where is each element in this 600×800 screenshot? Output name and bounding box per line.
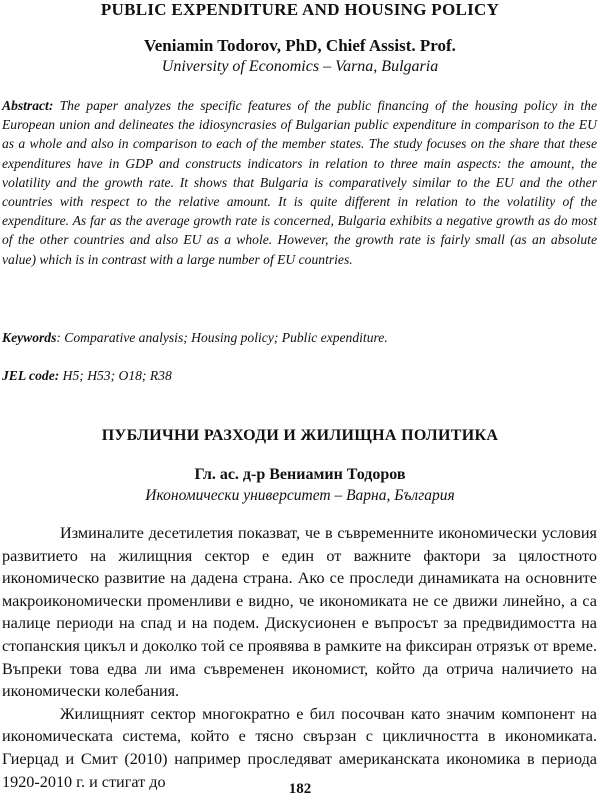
keywords-label: Keywords: [2, 330, 57, 345]
body-paragraph: Изминалите десетилетия показват, че в съвременните икономически условия развитието на жилищния сектор е един от важните фактори за цялостното икономическо развитие на дадена страна. Ако се проследи динамиката на основните макроикономически променливи е видно, че икономиката не се движи линейно, а са налице периоди на спад и на подем. Дискусионен е въпросът за предвидимостта на стопанския цикъл и доколко той се проявява в рамките на фиксиран отрязък от време. Въпреки това едва ли има съвременен икономист, който да отрича наличието на икономически колебания.: [2, 524, 597, 701]
abstract-label: Abstract:: [2, 98, 54, 113]
abstract: [2, 96, 597, 269]
abstract-text: The paper analyzes the specific features of the public financing of the housing policy in the European union and delineates the idiosyncrasies of Bulgarian public expenditure in comparison to the EU as a whole and also in comparison to each of the member states. The study focuses on the share that these expenditures have in GDP and constructs indicators in relation to three main aspects: the amount, the volatility and the growth rate. It shows that Bulgaria is comparatively similar to the EU and the other countries with respect to the relative amount. It is quite different in relation to the volatility of the expenditure. As far as the average growth rate is concerned, Bulgaria exhibits a negative growth as do most of the other countries and also EU as a whole. However, the growth rate is fairly small (as an absolute value) which is in contrast with a large number of EU countries.: [2, 98, 597, 267]
jel-codes: [2, 368, 597, 384]
body-text-bg: [2, 522, 597, 793]
affiliation-en: University of Economics – Varna, Bulgaria: [161, 58, 439, 75]
affiliation-bg: Икономически университет – Варна, България: [145, 487, 455, 504]
page-number: 182: [288, 781, 312, 797]
jel-text: H5; H53; O18; R38: [59, 368, 172, 383]
keywords: [2, 330, 597, 346]
jel-label: JEL code:: [2, 368, 60, 383]
body-paragraph: Жилищният сектор многократно е бил посочван като значим компонент на икономическата система, който е тясно свързан с цикличността в икономиката. Гиерцад и Смит (2010) например проследяват американската икономика в периода 1920-2010 г. и стигат до: [2, 704, 597, 791]
author-en: Veniamin Todorov, PhD, Chief Assist. Prof.: [144, 36, 456, 55]
paper-title-en: PUBLIC EXPENDITURE AND HOUSING POLICY: [100, 0, 500, 19]
author-bg: Гл. ас. д-р Вениамин Тодоров: [194, 466, 406, 483]
paper-title-bg: ПУБЛИЧНИ РАЗХОДИ И ЖИЛИЩНА ПОЛИТИКА: [101, 427, 499, 444]
keywords-text: : Comparative analysis; Housing policy; Public expenditure.: [56, 330, 388, 345]
